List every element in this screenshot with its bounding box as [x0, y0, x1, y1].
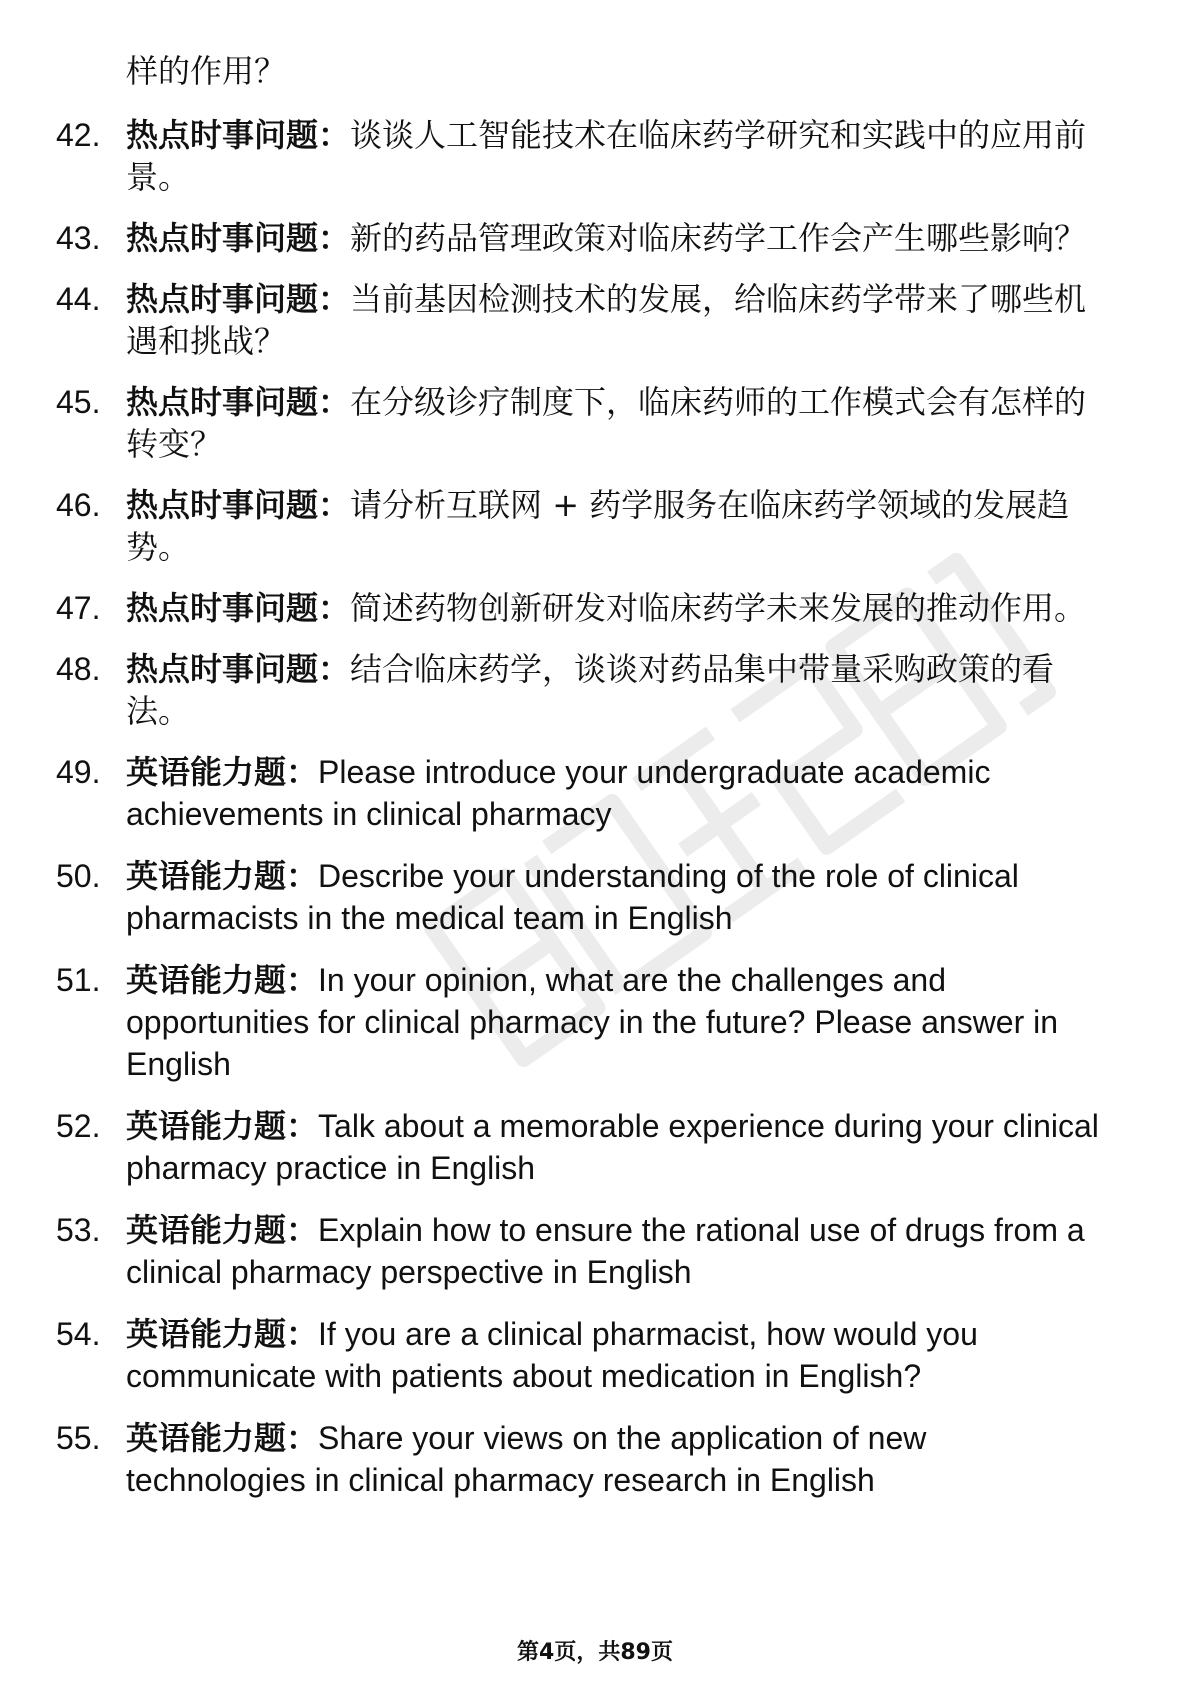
question-category: 英语能力题： — [126, 1419, 319, 1457]
question-text: Talk about a memorable experience during your clinical pharmacy practice in English — [126, 1108, 1099, 1186]
question-item — [56, 484, 1106, 568]
question-category: 热点时事问题： — [126, 589, 351, 627]
question-text: 当前基因检测技术的发展，给临床药学带来了哪些机遇和挑战？ — [126, 280, 1087, 360]
question-item — [56, 381, 1106, 465]
question-category: 英语能力题： — [126, 1107, 319, 1145]
question-number: 54. — [56, 1316, 101, 1352]
question-category: 英语能力题： — [126, 753, 319, 791]
question-number: 45. — [56, 384, 101, 420]
question-text: If you are a clinical pharmacist, how would you communicate with patients about medication in English? — [126, 1316, 978, 1394]
question-category: 热点时事问题： — [126, 219, 351, 257]
question-text: Explain how to ensure the rational use of drugs from a clinical pharmacy perspective in English — [126, 1212, 1085, 1290]
question-text: 新的药品管理政策对临床药学工作会产生哪些影响？ — [350, 219, 1087, 257]
question-item — [56, 278, 1106, 362]
question-number: 49. — [56, 754, 101, 790]
question-number: 48. — [56, 651, 101, 687]
question-number: 55. — [56, 1420, 101, 1456]
question-text: Please introduce your undergraduate academic achievements in clinical pharmacy — [126, 754, 991, 832]
question-text: In your opinion, what are the challenges and opportunities for clinical pharmacy in the future? Please answer in English — [126, 962, 1059, 1082]
question-category: 热点时事问题： — [126, 650, 351, 688]
question-item — [56, 217, 1106, 259]
question-item — [56, 751, 1106, 835]
question-item — [56, 587, 1106, 629]
question-number: 53. — [56, 1212, 101, 1248]
question-number: 46. — [56, 487, 101, 523]
question-number: 50. — [56, 858, 101, 894]
question-number: 44. — [56, 281, 101, 317]
question-number: 43. — [56, 220, 101, 256]
question-text: 在分级诊疗制度下，临床药师的工作模式会有怎样的转变？ — [126, 383, 1087, 463]
page-footer: 第4页，共89页 — [517, 1640, 673, 1665]
question-item — [56, 1105, 1106, 1189]
continuation-text: 样的作用？ — [126, 52, 287, 90]
question-text: 谈谈人工智能技术在临床药学研究和实践中的应用前景。 — [126, 116, 1087, 196]
question-text: 结合临床药学，谈谈对药品集中带量采购政策的看法。 — [126, 650, 1055, 730]
question-number: 52. — [56, 1108, 101, 1144]
question-item — [56, 648, 1106, 732]
question-category: 英语能力题： — [126, 961, 319, 999]
question-number: 51. — [56, 962, 101, 998]
question-text: 简述药物创新研发对临床药学未来发展的推动作用。 — [350, 589, 1087, 627]
question-item — [56, 1313, 1106, 1397]
question-category: 英语能力题： — [126, 857, 319, 895]
question-category: 热点时事问题： — [126, 486, 351, 524]
question-number: 47. — [56, 590, 101, 626]
question-text: Share your views on the application of new technologies in clinical pharmacy research in English — [126, 1420, 927, 1498]
question-item — [56, 855, 1106, 939]
question-list — [56, 114, 1106, 1521]
question-item — [56, 959, 1106, 1085]
question-category: 英语能力题： — [126, 1315, 319, 1353]
question-item — [56, 1417, 1106, 1501]
question-category: 热点时事问题： — [126, 383, 351, 421]
question-item — [56, 114, 1106, 198]
question-item — [56, 1209, 1106, 1293]
question-category: 热点时事问题： — [126, 280, 351, 318]
question-category: 英语能力题： — [126, 1211, 319, 1249]
question-category: 热点时事问题： — [126, 116, 351, 154]
question-text: Describe your understanding of the role of clinical pharmacists in the medical team in English — [126, 858, 1019, 936]
question-text: 请分析互联网 + 药学服务在临床药学领域的发展趋势。 — [126, 486, 1070, 566]
question-number: 42. — [56, 117, 101, 153]
